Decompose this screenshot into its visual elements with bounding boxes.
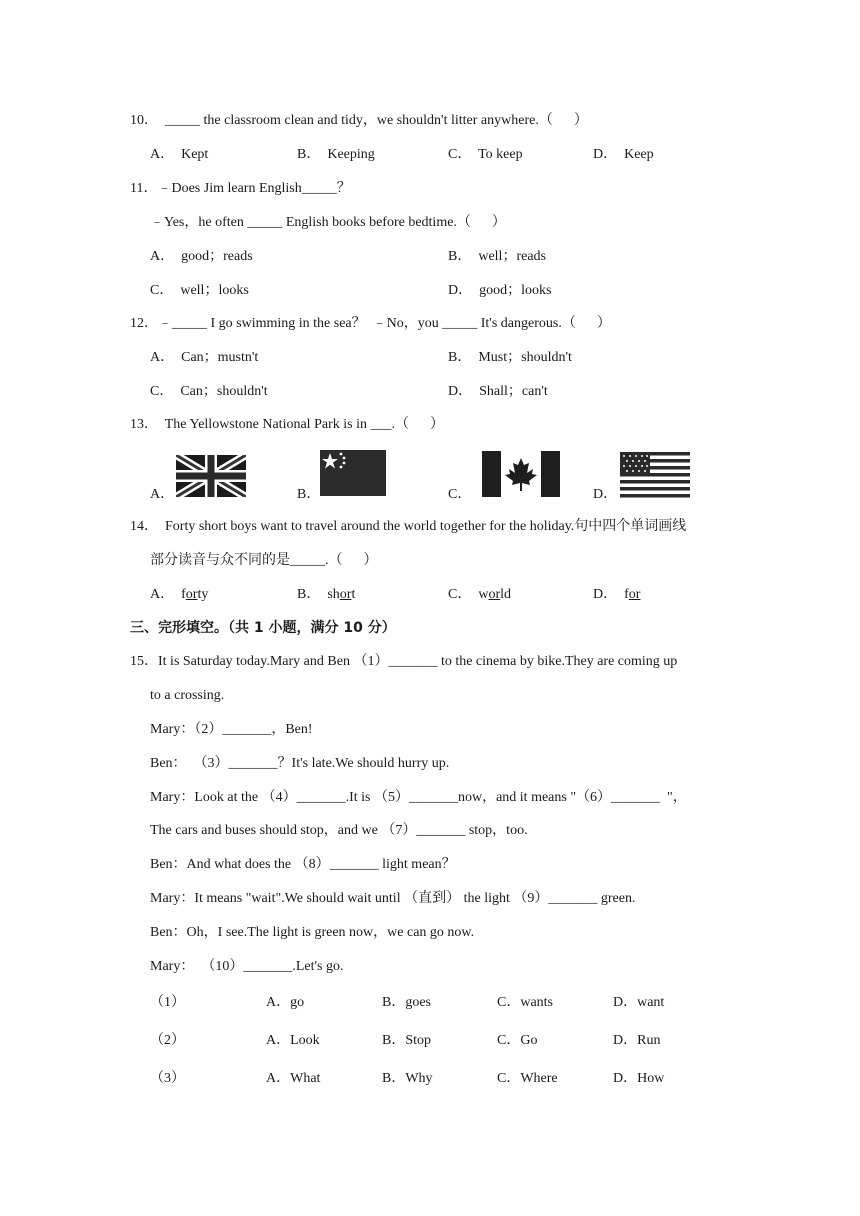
q15-passage-line-3: Mary：（2）_______，Ben! <box>150 722 313 737</box>
q11-option-b[interactable]: B． well；reads <box>448 249 546 264</box>
question-12-stem: 12．﹣_____ I go swimming in the sea？ ﹣No，you _____ It's dangerous.（ ） <box>130 316 611 331</box>
question-14-stem-line2: 部分读音与众不同的是_____.（ ） <box>150 553 378 568</box>
question-10-stem: 10． _____ the classroom clean and tidy，we shouldn't litter anywhere.（ ） <box>130 113 588 128</box>
q10-option-d[interactable]: D． Keep <box>593 147 654 162</box>
q15-row-3-option-a[interactable]: A．What <box>266 1071 321 1086</box>
q15-passage-line-5: Mary：Look at the （4）_______.It is （5）_______now，and it means "（6）_______ "， <box>150 790 687 805</box>
q12-option-b[interactable]: B． Must；shouldn't <box>448 350 572 365</box>
q15-passage-line-8: Mary：It means "wait".We should wait until （直到） the light （9）_______ green. <box>150 891 636 906</box>
q15-passage-line-1: 15．It is Saturday today.Mary and Ben （1）_______ to the cinema by bike.They are coming up <box>130 654 678 669</box>
china-flag-icon[interactable] <box>320 450 386 496</box>
q15-passage-line-10: Mary： （10）_______.Let's go. <box>150 959 344 974</box>
q15-passage-line-2: to a crossing. <box>150 688 225 703</box>
q14-option-c[interactable]: C． world <box>448 587 512 602</box>
question-14-stem: 14． Forty short boys want to travel around the world together for the holiday.句中四个单词画线 <box>130 519 687 534</box>
question-11-stem-line2: ﹣Yes，he often _____ English books before bedtime.（ ） <box>150 215 506 230</box>
q14-option-b[interactable]: B． short <box>297 587 356 602</box>
q15-row-3-option-c[interactable]: C．Where <box>497 1071 558 1086</box>
q15-row-2-option-a[interactable]: A．Look <box>266 1033 320 1048</box>
question-13-stem: 13． The Yellowstone National Park is in ___.（ ） <box>130 417 444 432</box>
q15-row-2-option-b[interactable]: B．Stop <box>382 1033 432 1048</box>
q15-row-3-option-b[interactable]: B．Why <box>382 1071 433 1086</box>
q15-row-3-number: （3） <box>150 1071 185 1086</box>
q15-row-2-number: （2） <box>150 1033 185 1048</box>
q11-option-c[interactable]: C． well；looks <box>150 283 249 298</box>
q12-option-d[interactable]: D． Shall；can't <box>448 384 548 399</box>
uk-flag-icon[interactable] <box>176 455 246 497</box>
question-11-stem: 11．﹣Does Jim learn English_____？ <box>130 181 351 196</box>
q15-row-3-option-d[interactable]: D．How <box>613 1071 665 1086</box>
q15-row-2-option-c[interactable]: C．Go <box>497 1033 538 1048</box>
q15-row-1-option-a[interactable]: A．go <box>266 995 305 1010</box>
q10-option-a[interactable]: A． Kept <box>150 147 209 162</box>
canada-flag-icon[interactable] <box>482 451 560 497</box>
q15-passage-line-4: Ben： （3）_______？It's late.We should hurry up. <box>150 756 450 771</box>
q14-option-d[interactable]: D． for <box>593 587 641 602</box>
q15-passage-line-7: Ben：And what does the （8）_______ light mean？ <box>150 857 456 872</box>
q13-option-a[interactable]: A． <box>150 487 175 502</box>
q11-option-d[interactable]: D． good；looks <box>448 283 552 298</box>
q12-option-a[interactable]: A． Can；mustn't <box>150 350 259 365</box>
q15-row-2-option-d[interactable]: D．Run <box>613 1033 661 1048</box>
q13-option-c[interactable]: C． <box>448 487 472 502</box>
q13-option-b[interactable]: B． <box>297 487 321 502</box>
q15-row-1-number: （1） <box>150 995 185 1010</box>
q11-option-a[interactable]: A． good；reads <box>150 249 253 264</box>
q12-option-c[interactable]: C． Can；shouldn't <box>150 384 268 399</box>
q15-row-1-option-c[interactable]: C．wants <box>497 995 553 1010</box>
q10-option-b[interactable]: B． Keeping <box>297 147 375 162</box>
q15-row-1-option-b[interactable]: B．goes <box>382 995 431 1010</box>
q10-option-c[interactable]: C． To keep <box>448 147 523 162</box>
usa-flag-icon[interactable] <box>620 452 690 498</box>
section-3-heading: 三、完形填空。（共 1 小题，满分 10 分） <box>130 620 396 636</box>
q14-option-a[interactable]: A． forty <box>150 587 209 602</box>
q15-row-1-option-d[interactable]: D．want <box>613 995 665 1010</box>
q15-passage-line-9: Ben：Oh，I see.The light is green now，we can go now. <box>150 925 475 940</box>
q13-option-d[interactable]: D． <box>593 487 618 502</box>
q15-passage-line-6: The cars and buses should stop，and we （7）_______ stop，too. <box>150 823 528 838</box>
